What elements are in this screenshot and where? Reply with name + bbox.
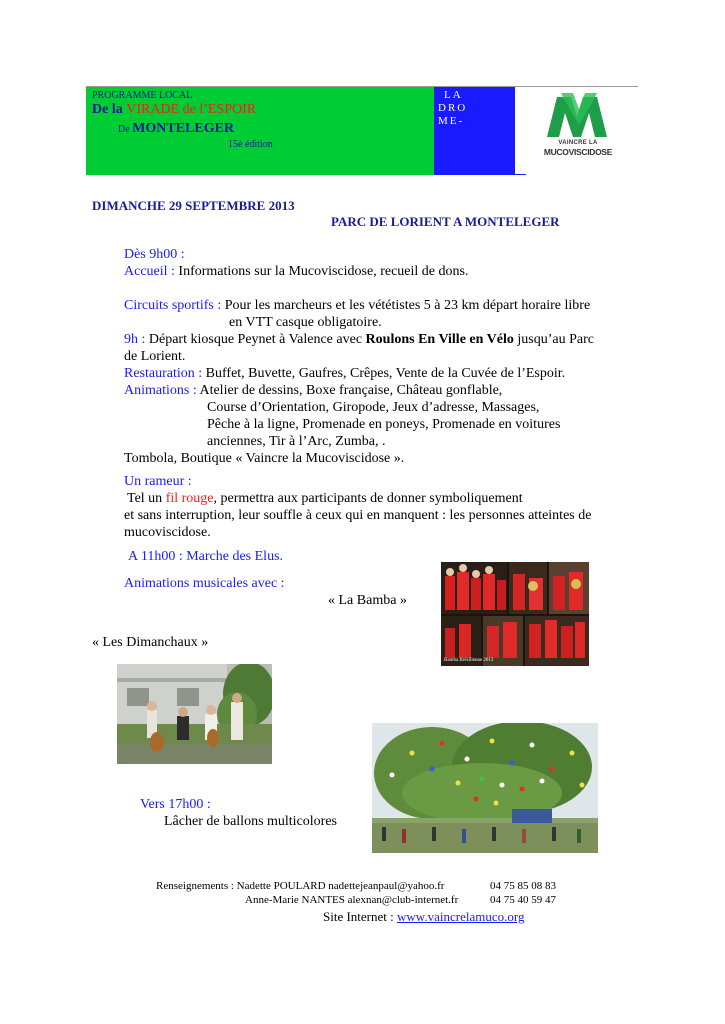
balloons-photo <box>372 723 598 853</box>
header-divider-foot <box>514 174 526 175</box>
accueil-line: Accueil : Informations sur la Mucoviscidose, recueil de dons. <box>124 264 469 279</box>
header-edition: 15è édition <box>228 139 273 150</box>
animations-line-2: Course d’Orientation, Giropode, Jeux d’adresse, Massages, <box>207 400 540 415</box>
bamba-label: « La Bamba » <box>328 593 407 608</box>
contact-line-2: Anne-Marie NANTES alexnan@club-internet.fr <box>245 894 459 906</box>
musique-label: Animations musicales avec : <box>124 576 285 591</box>
rameur-line-3: mucoviscidose. <box>124 525 211 540</box>
circuits-line-2: en VTT casque obligatoire. <box>229 315 382 330</box>
virade-highlight: VIRADE de l’ESPOIR <box>126 102 257 117</box>
dimanchaux-photo <box>117 664 272 764</box>
rameur-label: Un rameur : <box>124 474 192 489</box>
bamba-photo <box>441 562 589 666</box>
header-programme-local: PROGRAMME LOCAL <box>92 90 193 101</box>
animations-line-3: Pêche à la ligne, Promenade en poneys, Promenade en voitures <box>207 417 561 432</box>
time-start: Dès 9h00 : <box>124 247 185 262</box>
dimanchaux-label: « Les Dimanchaux » <box>92 635 209 650</box>
bamba-caption: Bamba Brésilienne 2013 <box>444 658 494 663</box>
nine-line-2: de Lorient. <box>124 349 186 364</box>
event-date: DIMANCHE 29 SEPTEMBRE 2013 <box>92 198 295 213</box>
site-link[interactable]: www.vaincrelamuco.org <box>397 909 525 924</box>
tombola-line: Tombola, Boutique « Vaincre la Mucoviscidose ». <box>124 451 405 466</box>
lacher-line: Lâcher de ballons multicolores <box>164 814 337 829</box>
rameur-line-2: et sans interruption, leur souffle à ceux qui en manquent : les personnes atteintes de <box>124 508 592 523</box>
contact-phone-2: 04 75 40 59 47 <box>490 894 556 906</box>
site-line: Site Internet : www.vaincrelamuco.org <box>323 909 525 924</box>
contact-line-1: Renseignements : Nadette POULARD nadettejeanpaul@yahoo.fr <box>156 880 445 892</box>
animations-line: Animations : Atelier de dessins, Boxe française, Château gonflable, <box>124 383 503 398</box>
rameur-line: Tel un fil rouge, permettra aux participants de donner symboliquement <box>127 491 523 506</box>
circuits-line: Circuits sportifs : Pour les marcheurs et les vététistes 5 à 23 km départ horaire libre <box>124 298 591 313</box>
elus-line: A 11h00 : Marche des Elus. <box>128 549 284 564</box>
header-place-line: De MONTELEGER <box>118 121 235 136</box>
event-location: PARC DE LORIENT A MONTELEGER <box>331 214 560 229</box>
nine-line: 9h : Départ kiosque Peynet à Valence avec Roulons En Ville en Vélo jusqu’au Parc <box>124 332 594 347</box>
contact-phone-1: 04 75 85 08 83 <box>490 880 556 892</box>
animations-line-4: anciennes, Tir à l’Arc, Zumba, . <box>207 434 386 449</box>
mucoviscidose-logo: VAINCRE LA MUCOVISCIDOSE <box>543 91 613 171</box>
header-divider <box>514 87 515 175</box>
restauration-line: Restauration : Buffet, Buvette, Gaufres, Crêpes, Vente de la Cuvée de l’Espoir. <box>124 366 566 381</box>
header-virade-line: De la VIRADE de l’ESPOIR <box>92 102 257 117</box>
header-drome: LA DRO ME- <box>438 89 468 127</box>
vers-label: Vers 17h00 : <box>140 797 211 812</box>
